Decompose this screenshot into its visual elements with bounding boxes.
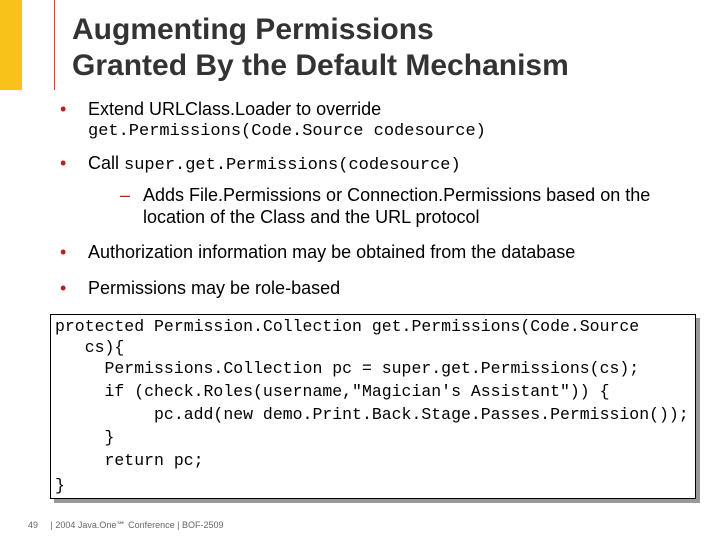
title-divider <box>54 0 55 90</box>
bullet-text-4: Permissions may be role-based <box>88 278 341 298</box>
conference-label: | 2004 Java.One℠ Conference | BOF-2509 <box>50 520 224 530</box>
title-line-2: Granted By the Default Mechanism <box>72 49 569 82</box>
code-line: cs){ <box>55 338 125 357</box>
code-line: return pc; <box>55 451 204 470</box>
code-line: } <box>55 476 65 495</box>
code-line: Permissions.Collection pc = super.get.Permissions(cs); <box>55 359 640 378</box>
bullet-text-1: Extend URLClass.Loader to override <box>88 99 382 119</box>
sub-bullet-line-2: location of the Class and the URL protocol <box>143 207 480 227</box>
code-line: pc.add(new demo.Print.Back.Stage.Passes.Permission()); <box>55 405 689 424</box>
accent-bar <box>0 0 22 90</box>
bullet-prefix-2: Call <box>88 153 125 173</box>
bullet-icon: • <box>60 242 67 262</box>
bullet-icon: • <box>60 153 67 173</box>
bullet-code-2: super.get.Permissions(codesource) <box>124 156 461 175</box>
dash-icon: – <box>120 185 131 205</box>
code-block <box>50 314 696 499</box>
code-line: } <box>55 428 115 447</box>
sub-bullet-line-1: Adds File.Permissions or Connection.Permissions based on the <box>143 185 651 205</box>
bullet-code-1: get.Permissions(Code.Source codesource) <box>88 122 486 141</box>
bullet-icon: • <box>60 99 67 119</box>
title-line-1: Augmenting Permissions <box>72 13 434 46</box>
slide-title <box>72 12 712 84</box>
slide-footer <box>28 520 233 531</box>
bullet-text-3: Authorization information may be obtained from the database <box>88 242 576 262</box>
bullet-text-2 <box>88 152 461 177</box>
sub-bullet-text <box>143 184 720 228</box>
bullet-icon: • <box>60 278 67 298</box>
code-line: protected Permission.Collection get.Permissions(Code.Source <box>55 317 640 336</box>
code-line: if (check.Roles(username,"Magician's Assistant")) { <box>55 382 610 401</box>
page-number: 49 <box>28 520 39 530</box>
